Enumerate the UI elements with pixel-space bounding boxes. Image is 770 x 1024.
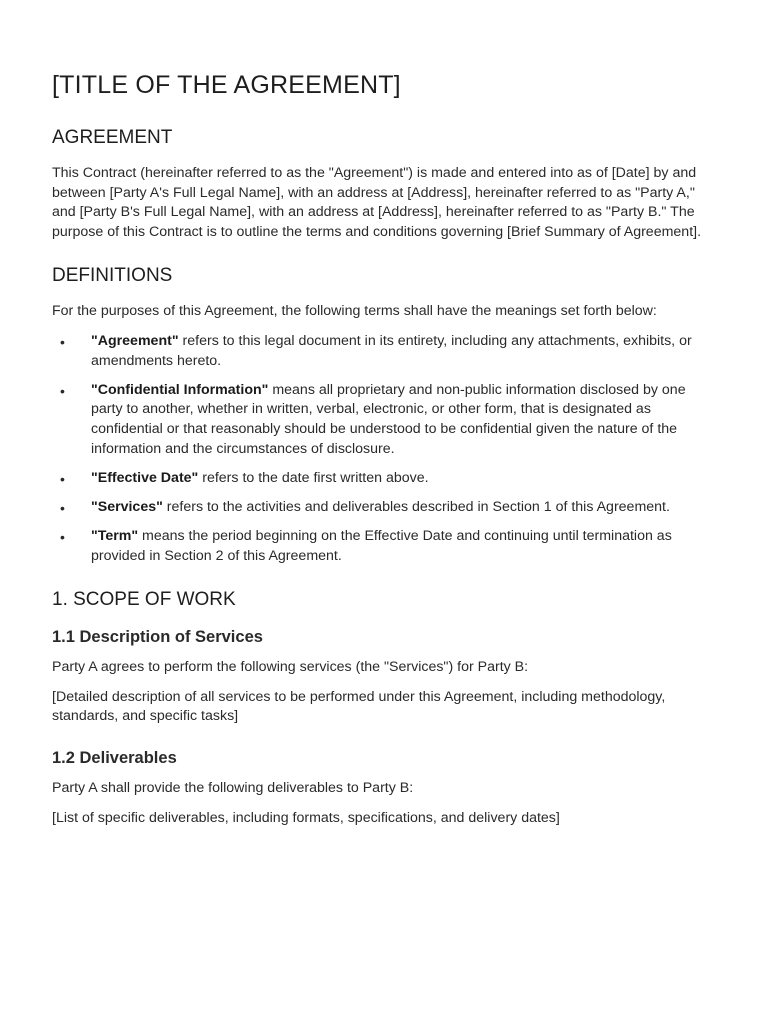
services-subheading: 1.1 Description of Services <box>52 628 263 647</box>
deliverables-placeholder: [List of specific deliverables, including formats, specifications, and delivery dates] <box>52 809 560 826</box>
definition-item <box>52 469 718 489</box>
bullet-icon: • <box>60 529 65 546</box>
definitions-intro: For the purposes of this Agreement, the following terms shall have the meanings set forth below: <box>52 303 657 320</box>
definitions-heading: DEFINITIONS <box>52 265 173 287</box>
services-paragraph: Party A agrees to perform the following services (the "Services") for Party B: <box>52 659 529 676</box>
definition-term: "Effective Date" <box>91 469 199 486</box>
definition-text: means all proprietary and non-public information disclosed by one party to another, whether in written, verbal, electronic, or other form, that is designated as confidential or that reasonably should be understood to be confidential given the nature of the information and the circumstances of disclosure. <box>91 381 686 457</box>
definition-term: "Services" <box>91 498 163 515</box>
definitions-list <box>52 332 718 566</box>
agreement-heading: AGREEMENT <box>52 127 173 148</box>
definition-text: refers to the date first written above. <box>198 469 429 486</box>
definition-term: "Term" <box>91 528 139 545</box>
definition-text: refers to the activities and deliverables described in Section 1 of this Agreement. <box>162 498 670 515</box>
bullet-icon: • <box>60 333 65 350</box>
deliverables-paragraph: Party A shall provide the following deliverables to Party B: <box>52 780 414 797</box>
definition-item <box>52 381 718 459</box>
deliverables-subheading: 1.2 Deliverables <box>52 749 177 768</box>
definition-item <box>52 527 718 566</box>
bullet-icon: • <box>60 382 65 399</box>
agreement-paragraph: This Contract (hereinafter referred to as the "Agreement") is made and entered into as of [Date] by and between [Party A's Full Legal Name], with an address at [Address], hereinafter referred to as "Party A," and [Party B's Full Legal Name], with an address at [Address], hereinafter referred to as "Party B." The purpose of this Contract is to outline the terms and conditions governing [Brief Summary of Agreement]. <box>52 165 702 240</box>
definition-term: "Agreement" <box>91 332 179 349</box>
bullet-icon: • <box>60 499 65 516</box>
definition-item <box>52 332 718 371</box>
bullet-icon: • <box>60 470 65 487</box>
definition-text: means the period beginning on the Effective Date and continuing until termination as provided in Section 2 of this Agreement. <box>91 528 672 564</box>
document-title: [TITLE OF THE AGREEMENT] <box>52 71 401 99</box>
definition-text: refers to this legal document in its entirety, including any attachments, exhibits, or amendments hereto. <box>91 332 692 369</box>
scope-heading: 1. SCOPE OF WORK <box>52 589 236 611</box>
services-placeholder: [Detailed description of all services to be performed under this Agreement, including methodology, standards, and specific tasks] <box>52 688 666 725</box>
definition-term: "Confidential Information" <box>91 381 269 398</box>
definition-item <box>52 498 718 518</box>
